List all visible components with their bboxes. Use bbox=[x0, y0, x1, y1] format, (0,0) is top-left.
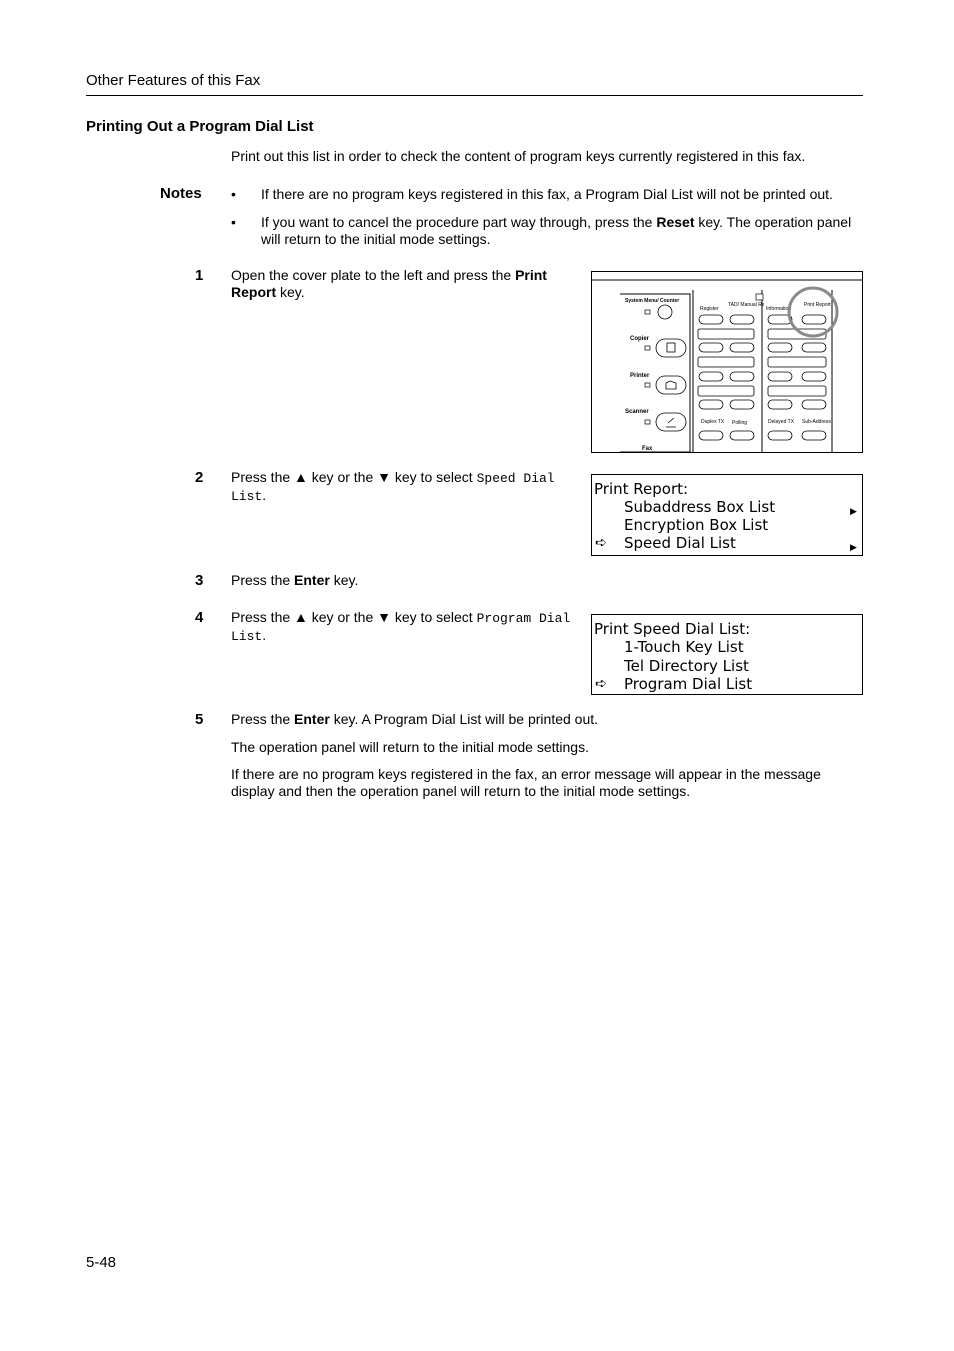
panel-label-sub-address: Sub-Address bbox=[802, 419, 831, 425]
panel-label-scanner: Scanner bbox=[625, 409, 649, 415]
lcd-item: Subaddress Box List bbox=[624, 498, 776, 516]
more-arrow-icon: ▶ bbox=[850, 543, 857, 553]
step-note: If there are no program keys registered in the fax, an error message will appear in the message display and then the operation panel will return to the initial mode settings. bbox=[231, 766, 821, 799]
note-item: If there are no program keys registered in this fax, a Program Dial List will not be printed out. bbox=[261, 186, 833, 202]
operation-panel-illustration bbox=[591, 271, 863, 453]
lcd-title: Print Report: bbox=[594, 480, 689, 498]
step-text: Press the Enter key. A Program Dial List will be printed out. bbox=[231, 711, 599, 727]
more-arrow-icon: ▶ bbox=[850, 507, 857, 517]
panel-label-duplex: Duplex TX bbox=[701, 419, 725, 425]
step-text: Press the Enter key. bbox=[231, 572, 359, 588]
panel-label-copier: Copier bbox=[630, 336, 650, 342]
section-title: Printing Out a Program Dial List bbox=[86, 118, 314, 135]
panel-label-information: Information bbox=[766, 306, 792, 312]
lcd-item: Tel Directory List bbox=[624, 657, 749, 675]
selection-pointer-icon: ➪ bbox=[595, 676, 607, 692]
running-header: Other Features of this Fax bbox=[86, 72, 261, 89]
intro-paragraph: Print out this list in order to check the content of program keys currently registered in this fax. bbox=[231, 148, 806, 164]
step-text: Press the ▲ key or the ▼ key to select Program Dial List. bbox=[231, 609, 571, 644]
panel-label-fax: Fax bbox=[642, 446, 653, 452]
panel-label-register: Register bbox=[700, 306, 719, 312]
panel-label-printer: Printer bbox=[630, 373, 650, 379]
lcd-item-selected: Program Dial List bbox=[624, 675, 753, 693]
panel-label-polling: Polling bbox=[732, 420, 748, 426]
step-number: 5 bbox=[195, 711, 204, 728]
step-text: Press the ▲ key or the ▼ key to select Speed Dial List. bbox=[231, 469, 555, 504]
message-display-print-report bbox=[591, 474, 863, 556]
message-display-print-speed-dial bbox=[591, 614, 863, 695]
note-bullet: • bbox=[231, 186, 236, 202]
selection-pointer-icon: ➪ bbox=[595, 535, 607, 551]
panel-label-tad: TAD/ Manual Rx bbox=[728, 302, 765, 308]
lcd-item-selected: Speed Dial List bbox=[624, 534, 736, 552]
lcd-item: Encryption Box List bbox=[624, 516, 769, 534]
step-text: Open the cover plate to the left and press the Print Report key. bbox=[231, 267, 547, 300]
lcd-item: 1-Touch Key List bbox=[624, 638, 744, 656]
step-number: 3 bbox=[195, 572, 204, 589]
note-bullet: • bbox=[231, 214, 236, 230]
panel-label-system-menu: System Menu/ Counter bbox=[625, 298, 680, 304]
note-item: If you want to cancel the procedure part way through, press the Reset key. The operation panel will return to the initial mode settings. bbox=[261, 214, 852, 247]
panel-label-delayed: Delayed TX bbox=[768, 419, 795, 425]
notes-label: Notes bbox=[160, 185, 202, 202]
lcd-title: Print Speed Dial List: bbox=[594, 620, 751, 638]
header-rule bbox=[86, 95, 863, 96]
page-number: 5-48 bbox=[86, 1254, 117, 1271]
panel-label-print-report: Print Report bbox=[804, 302, 831, 308]
step-note: The operation panel will return to the initial mode settings. bbox=[231, 739, 589, 755]
step-number: 1 bbox=[195, 267, 204, 284]
step-number: 4 bbox=[195, 609, 204, 626]
step-number: 2 bbox=[195, 469, 204, 486]
